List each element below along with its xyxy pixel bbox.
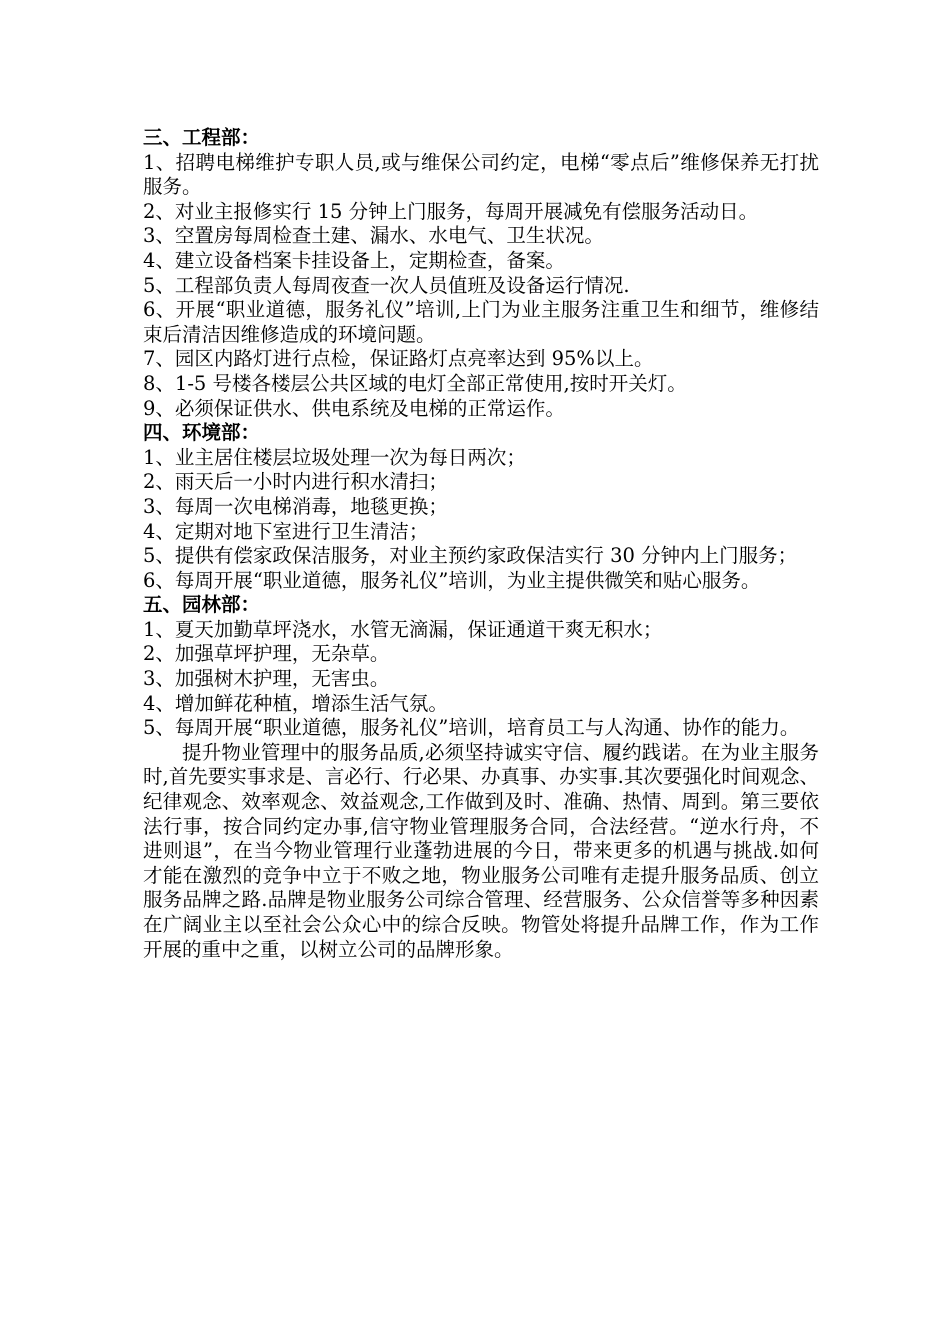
list-item: 2、对业主报修实行 15 分钟上门服务，每周开展减免有偿服务活动日。	[143, 199, 759, 223]
document-body	[143, 126, 819, 962]
list-item: 3、加强树木护理，无害虫。	[143, 667, 390, 691]
section-engineering	[143, 126, 819, 421]
list-item: 1、招聘电梯维护专职人员,或与维保公司约定，电梯“零点后”维修保养无打扰服务。	[143, 150, 819, 199]
list-item: 9、必须保证供水、供电系统及电梯的正常运作。	[143, 396, 565, 420]
list-item: 2、加强草坪护理，无杂草。	[143, 642, 390, 666]
list-item: 5、提供有偿家政保洁服务，对业主预约家政保洁实行 30 分钟内上门服务；	[143, 544, 798, 568]
list-item: 4、定期对地下室进行卫生清洁；	[143, 519, 429, 543]
section-environment	[143, 421, 819, 593]
section-title: 四、环境部：	[143, 421, 261, 445]
closing-paragraph: 提升物业管理中的服务品质,必须坚持诚实守信、履约践诺。在为业主服务时,首先要实事求是、言必行、行必果、办真事、办实事.其次要强化时间观念、纪律观念、效率观念、效益观念,工作做到及时、准确、热情、周到。第三要依法行事，按合同约定办事,信守物业管理服务合同，合法经营。“逆水行舟，不进则退”，在当今物业管理行业蓬勃进展的今日，带来更多的机遇与挑战.如何才能在激烈的竞争中立于不败之地，物业服务公司唯有走提升服务品质、创立服务品牌之路.品牌是物业服务公司综合管理、经营服务、公众信誉等多种因素在广阔业主以至社会公众心中的综合反映。物管处将提升品牌工作，作为工作开展的重中之重，以树立公司的品牌形象。	[143, 740, 819, 961]
list-item: 4、建立设备档案卡挂设备上，定期检查，备案。	[143, 248, 565, 272]
list-item: 8、1-5 号楼各楼层公共区域的电灯全部正常使用,按时开关灯。	[143, 371, 687, 395]
section-title: 三、工程部：	[143, 126, 261, 149]
list-item: 1、业主居住楼层垃圾处理一次为每日两次；	[143, 445, 526, 469]
list-item: 6、开展“职业道德，服务礼仪”培训,上门为业主服务注重卫生和细节，维修结束后清洁因维修造成的环境问题。	[143, 298, 819, 346]
list-item: 7、园区内路灯进行点检，保证路灯点亮率达到 95%以上。	[143, 347, 654, 371]
list-item: 4、增加鲜花种植，增添生活气氛。	[143, 691, 448, 715]
section-landscaping	[143, 593, 819, 741]
list-item: 3、空置房每周检查土建、漏水、水电气、卫生状况。	[143, 224, 604, 248]
list-item: 5、工程部负责人每周夜查一次人员值班及设备运行情况.	[143, 273, 630, 297]
list-item: 2、雨天后一小时内进行积水清扫；	[143, 470, 448, 494]
list-item: 3、每周一次电梯消毒，地毯更换；	[143, 494, 448, 518]
list-item: 1、夏天加勤草坪浇水，水管无滴漏，保证通道干爽无积水；	[143, 617, 663, 641]
list-item: 6、每周开展“职业道德，服务礼仪”培训，为业主提供微笑和贴心服务。	[143, 568, 761, 592]
section-title: 五、园林部：	[143, 593, 261, 617]
list-item: 5、每周开展“职业道德，服务礼仪”培训，培育员工与人沟通、协作的能力。	[143, 716, 800, 740]
